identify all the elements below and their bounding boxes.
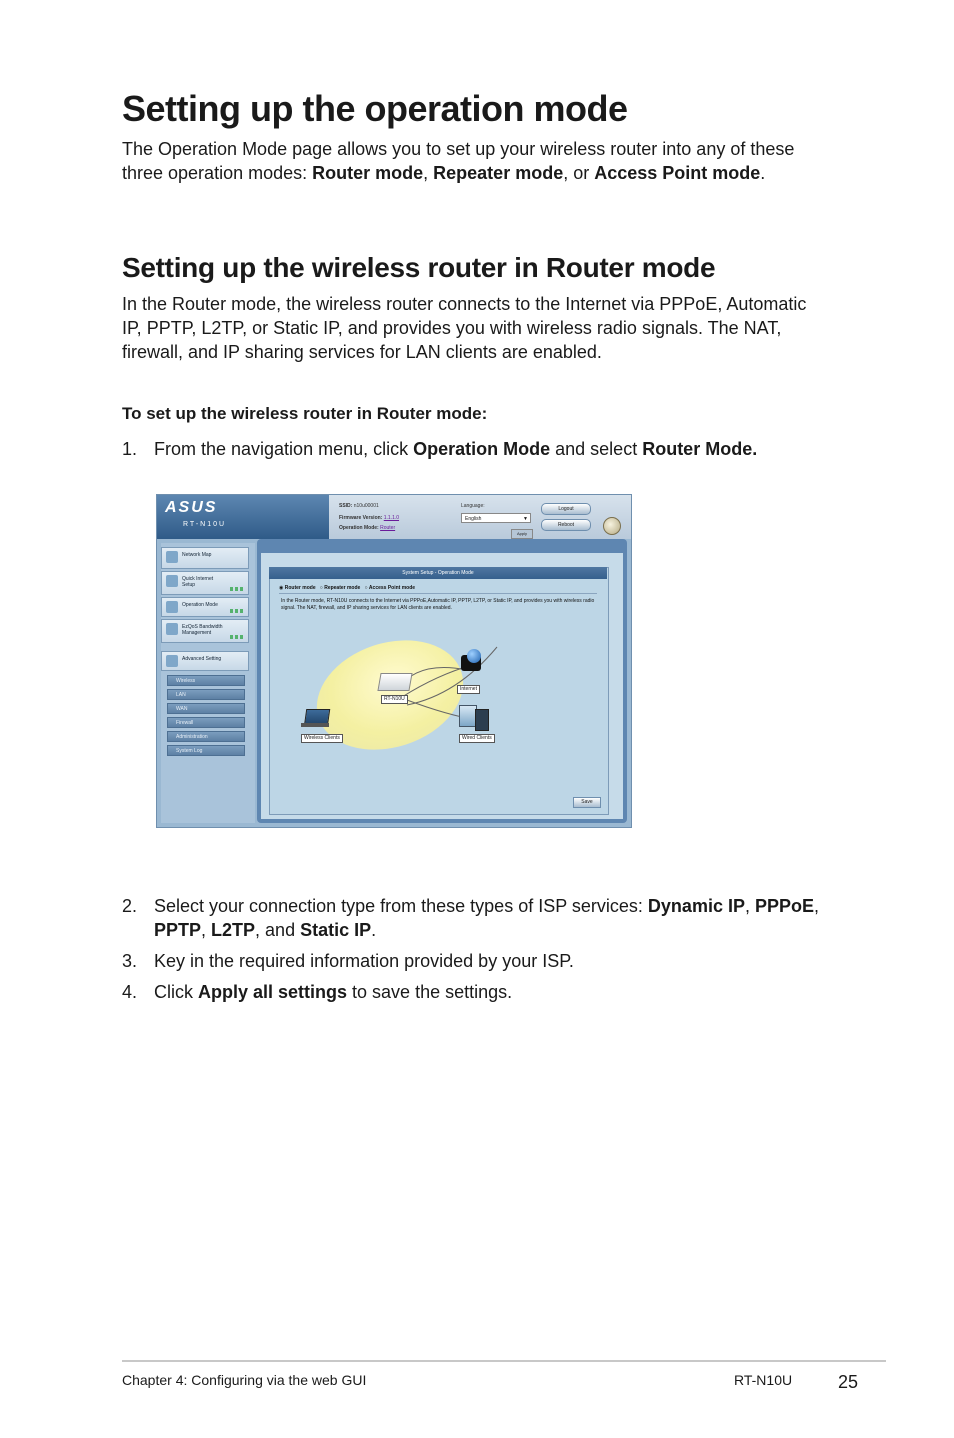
language-apply-button[interactable]: Apply [511,529,533,539]
opmode-panel-title: System Setup - Operation Mode [269,567,607,579]
step-4: 4. Click Apply all settings to save the settings. [122,982,513,1002]
language-select[interactable]: English ▼ [461,513,531,523]
submenu-system-log[interactable]: System Log [167,745,245,756]
step-2: 2. Select your connection type from these types of ISP services: Dynamic IP, PPPoE, PPTP, L2TP, and Static IP. [122,896,820,940]
firmware-info: Firmware Version: 1.1.1.0 [339,515,400,521]
wired-clients-label: Wired Clients [459,734,495,743]
section-paragraph: In the Router mode, the wireless router connects to the Internet via PPPoE, Automatic IP, PPTP, L2TP, or Static IP, and provides you with wireless radio signals. The NAT, firewall, and IP sharing services for LAN clients are enabled. [122,294,807,362]
page-title: Setting up the operation mode [122,88,628,129]
language-label: Language: [461,503,485,509]
menu-quick-setup[interactable]: Quick Internet Setup [161,571,249,595]
advanced-setting-icon [166,655,178,667]
radio-repeater-mode[interactable]: ○ Repeater mode [319,585,361,591]
reboot-button[interactable]: Reboot [541,519,591,531]
step-3: 3. Key in the required information provided by your ISP. [122,951,574,971]
gui-model-name: RT-N10U [183,521,227,528]
opmode-description: In the Router mode, RT-N10U connects to the Internet via PPPoE,Automatic IP, PPTP, L2TP, or Static IP, and provides you with wireless radio signal. The NAT, firewall, and IP sharing services for LAN clients are enabled. [281,598,595,611]
footer-divider [122,1360,886,1362]
menu-operation-mode[interactable]: Operation Mode [161,597,249,617]
submenu-administration[interactable]: Administration [167,731,245,742]
section-title: Setting up the wireless router in Router mode [122,252,716,283]
internet-globe-icon [467,649,481,663]
internet-label: Internet [457,685,480,694]
quick-setup-icon [166,575,178,587]
menu-ezqos[interactable]: EzQoS Bandwidth Management [161,619,249,643]
submenu-firewall[interactable]: Firewall [167,717,245,728]
pc-tower-icon [475,709,489,731]
menu-network-map[interactable]: Network Map [161,547,249,569]
gui-logo-block [157,495,329,539]
opmode-radio-group [279,585,415,591]
wireless-clients-label: Wireless Clients [301,734,343,743]
ssid-info: SSID: n10u00001 [339,503,379,509]
save-button[interactable]: Save [573,797,601,808]
router-icon [377,673,412,691]
divider [279,593,597,594]
operation-mode-icon [166,601,178,613]
router-label: RT-N10U [381,695,408,704]
radio-router-mode[interactable]: ◉ Router mode [279,585,316,591]
chevron-down-icon: ▼ [523,516,528,522]
globe-icon[interactable] [603,517,621,535]
intro-paragraph: The Operation Mode page allows you to set up your wireless router into any of these three operation modes: Router mode, Repeater mode, or Access Point mode. [122,139,795,183]
footer-chapter: Chapter 4: Configuring via the web GUI [122,1372,367,1388]
asus-logo: ASUS [165,499,218,516]
ezqos-icon [166,623,178,635]
router-gui-screenshot [156,494,632,828]
submenu-wan[interactable]: WAN [167,703,245,714]
procedure-title: To set up the wireless router in Router mode: [122,404,488,423]
opmode-info: Operation Mode: Router [339,525,396,531]
radio-ap-mode[interactable]: ○ Access Point mode [364,585,416,591]
submenu-lan[interactable]: LAN [167,689,245,700]
step-1: 1. From the navigation menu, click Operation Mode and select Router Mode. [122,439,758,459]
menu-advanced-setting[interactable]: Advanced Setting [161,651,249,671]
footer-model: RT-N10U [734,1372,793,1388]
logout-button[interactable]: Logout [541,503,591,515]
network-map-icon [166,551,178,563]
submenu-wireless[interactable]: Wireless [167,675,245,686]
page-number: 25 [838,1372,859,1392]
